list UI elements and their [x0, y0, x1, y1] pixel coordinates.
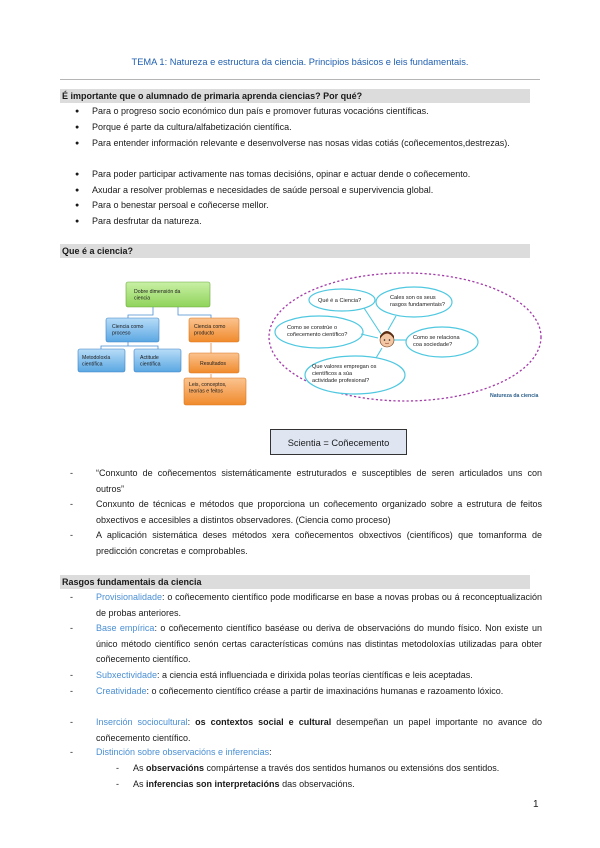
trait-description: : o coñecemento científico baséase ou deriva de observacións do mundo físico. Non existe un único método científico senón certas características comúns nas distintas metodoloxías utilizadas para obter coñecemento científico. — [96, 623, 542, 664]
diagram-root-label: Dobre dimensión da ciencia — [134, 289, 181, 302]
list-item — [70, 528, 542, 559]
bullet-icon: ● — [75, 218, 80, 225]
list-item — [75, 104, 542, 120]
trait-bold-text: os contextos social e cultural — [195, 717, 332, 727]
dash-marker: - — [70, 717, 73, 727]
dash-marker: - — [116, 779, 119, 789]
list-item — [75, 136, 542, 152]
list-item — [75, 214, 542, 230]
dash-marker: - — [70, 499, 73, 509]
dash-marker: - — [70, 592, 73, 602]
trait-description: : — [187, 717, 196, 727]
sub-bold-text: inferencias son interpretacións — [146, 779, 280, 789]
bullet-icon: ● — [75, 171, 80, 178]
sub-text: compártense a través dos sentidos humanos ou extensións dos sentidos. — [204, 763, 500, 773]
dash-marker: - — [70, 686, 73, 696]
list-item — [70, 684, 542, 700]
list-item-text: Axudar a resolver problemas e necesidades de saúde persoal e supervivencia global. — [92, 185, 434, 195]
list-item-text: “Conxunto de coñecementos sistemáticamente estruturados e susceptibles de seren articulados uns con outros” — [96, 468, 542, 494]
sub-list-item — [116, 777, 543, 792]
trait-term: Distinción sobre observacións e inferencias — [96, 747, 270, 757]
list-item — [75, 198, 542, 214]
bubble-question-4: Como se relaciona coa sociedade? — [413, 335, 460, 348]
bullet-icon: ● — [75, 124, 80, 131]
diagram-process-label: Ciencia como proceso — [112, 324, 144, 337]
list-item — [70, 621, 542, 668]
trait-description: desempeñan un papel importante no avance do coñecemento científico. — [96, 717, 542, 743]
list-item — [70, 466, 542, 497]
trait-term: Base empírica — [96, 623, 155, 633]
science-dimensions-diagram — [68, 273, 262, 409]
dash-marker: - — [70, 670, 73, 680]
bullet-icon: ● — [75, 140, 80, 147]
bubble-question-2: Cales son os seus rasgos fundamentais? — [390, 295, 446, 308]
list-item — [70, 668, 542, 684]
page-number: 1 — [533, 799, 539, 810]
sub-text: das observacións. — [279, 779, 355, 789]
section-heading-importance: É importante que o alumnado de primaria aprenda ciencias? Por qué? — [60, 89, 530, 103]
diagram-attitude-label: Actitude científica — [140, 355, 161, 368]
diagram-methodology-label: Metodoloxía científica — [82, 355, 111, 368]
dash-marker: - — [70, 747, 73, 757]
list-item — [70, 590, 542, 621]
trait-term: Inserción sociocultural — [96, 717, 188, 727]
section-heading-what-is-science: Que é a ciencia? — [60, 244, 530, 258]
list-item-text: A aplicación sistemática deses métodos xera coñecementos obxectivos (científicos) que tomanforma de predicción concretas e comprobables. — [96, 530, 542, 556]
list-item-text: Para entender información relevante e desenvolverse nas nosas vidas cotiás (coñecementos,destrezas). — [92, 138, 510, 148]
section-heading-fundamental-traits: Rasgos fundamentais da ciencia — [60, 575, 530, 589]
sub-text: As — [133, 779, 147, 789]
dash-marker: - — [116, 763, 119, 773]
diagram-results-label: Resultados — [200, 361, 226, 367]
list-item-text: Para desfrutar da natureza. — [92, 216, 202, 226]
scientia-definition-box: Scientia = Coñecemento — [270, 429, 407, 455]
bullet-icon: ● — [75, 202, 80, 209]
trait-description: : o coñecemento científico créase a partir de imaxinacións humanas e razoamento lóxico. — [146, 686, 504, 696]
nature-of-science-bubble — [266, 268, 544, 406]
person-icon — [380, 331, 394, 347]
list-item-text: Para o benestar persoal e coñecerse mellor. — [92, 200, 269, 210]
trait-description: : o coñecemento científico pode modificarse en base a novas probas ou á reconceptualización de probas anteriores. — [96, 592, 542, 618]
list-item — [75, 120, 542, 136]
document-title: TEMA 1: Natureza e estructura da ciencia. Principios básicos e leis fundamentais. — [131, 57, 469, 67]
dash-marker: - — [70, 468, 73, 478]
dash-marker: - — [70, 530, 73, 540]
trait-term: Subxectividade — [96, 670, 158, 680]
title-divider — [60, 79, 540, 80]
bubble-question-3: Como se constrúe o coñecemento científico? — [287, 325, 348, 338]
bubble-question-5: Que valores empregan os científicos a súa actividade profesional? — [312, 364, 377, 384]
trait-description: : — [269, 747, 272, 757]
bullet-icon: ● — [75, 108, 80, 115]
sub-bold-text: observacións — [146, 763, 205, 773]
sub-text: As — [133, 763, 147, 773]
list-item-text: Porque é parte da cultura/alfabetización científica. — [92, 122, 292, 132]
trait-term: Creatividade — [96, 686, 147, 696]
list-item — [75, 183, 542, 199]
dash-marker: - — [70, 623, 73, 633]
list-item-text: Conxunto de técnicas e métodos que proporciona un coñecemento organizado sobre a estrutura de feitos obxectivos e accesibles a distintos observadores. (Ciencia como proceso) — [96, 499, 542, 525]
diagram-product-label: Ciencia como producto — [194, 324, 226, 337]
list-item-text: Para o progreso socio económico dun país e promover futuras vocacións científicas. — [92, 106, 429, 116]
bubble-question-1: Qué é a Ciencia? — [318, 298, 362, 304]
sub-list-item — [116, 761, 543, 776]
list-item — [70, 715, 542, 746]
trait-description: : a ciencia está influenciada e dirixida polas teorías científicas e leis aceptadas. — [157, 670, 473, 680]
list-item — [70, 745, 542, 761]
list-item — [70, 497, 542, 528]
list-item-text: Para poder participar activamente nas tomas decisións, opinar e actuar dende o coñecemento. — [92, 169, 471, 179]
list-item — [75, 167, 542, 183]
bullet-icon: ● — [75, 187, 80, 194]
diagram-laws-label: Leis, conceptos, teorías e feitos — [189, 382, 227, 395]
trait-term: Provisionalidade — [96, 592, 163, 602]
bubble-caption: Natureza da ciencia — [490, 393, 539, 399]
